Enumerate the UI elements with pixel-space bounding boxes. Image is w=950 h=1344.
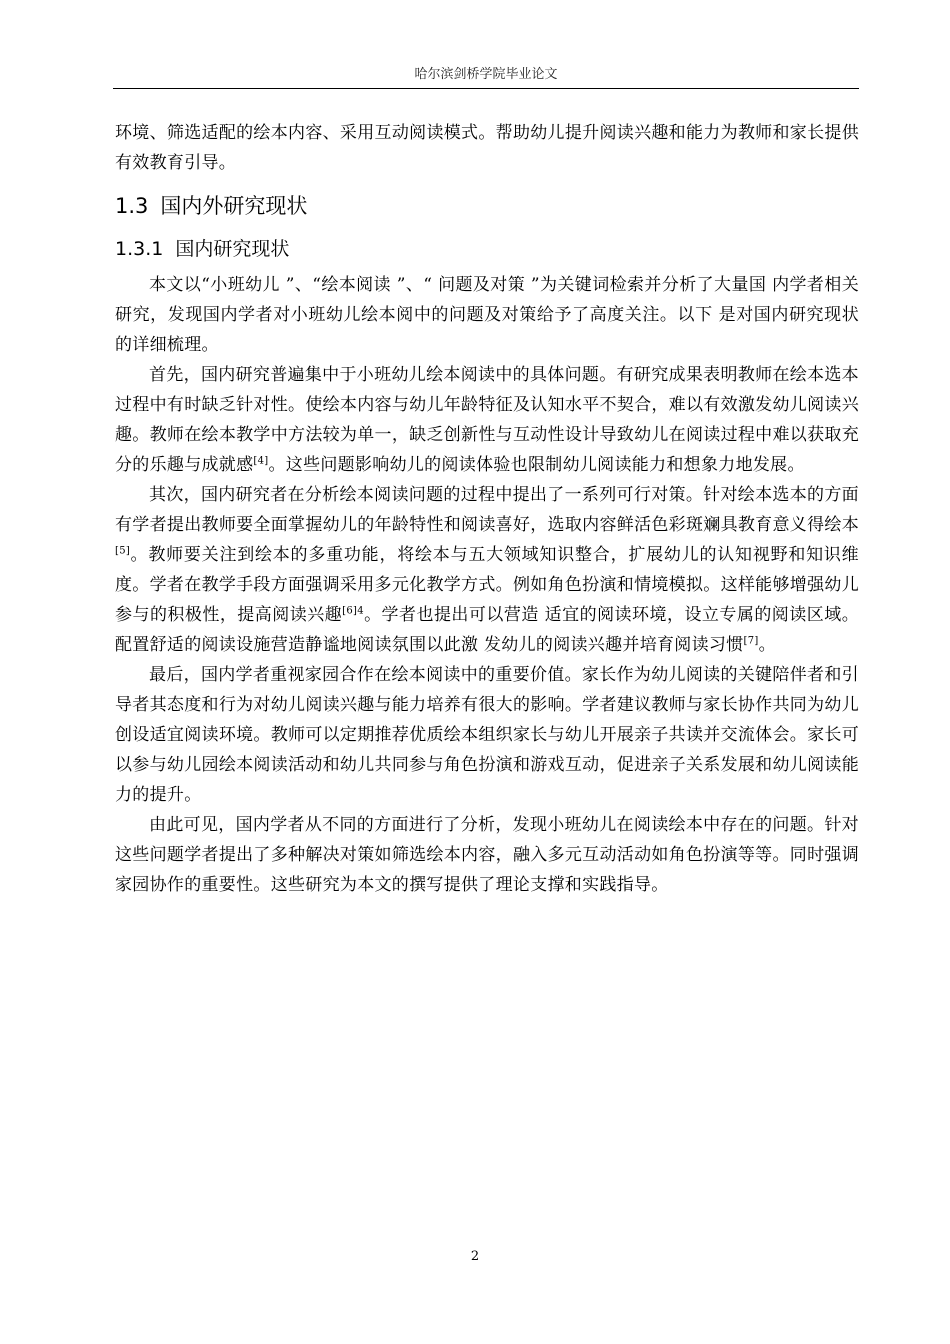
section-number: 1.3 [115, 194, 149, 218]
page-body [115, 118, 859, 900]
page-header [113, 62, 859, 89]
intro-paragraph: 环境、筛选适配的绘本内容、采用互动阅读模式。帮助幼儿提升阅读兴趣和能力为教师和家长提供有效教育引导。 [115, 123, 859, 173]
section-heading [115, 188, 859, 224]
paragraph-1: 本文以“小班幼儿 ”、“绘本阅读 ”、“ 问题及对策 ”为关键词检索并分析了大量国 内学者相关研究，发现国内学者对小班幼儿绘本阅中的问题及对策给予了高度关注。以下 是对国内研究现状的详细梳理。 [115, 275, 859, 355]
subsection-title: 国内研究现状 [175, 238, 290, 260]
paragraph-5: 由此可见，国内学者从不同的方面进行了分析，发现小班幼儿在阅读绘本中存在的问题。针对这些问题学者提出了多种解决对策如筛选绘本内容，融入多元互动活动如角色扮演等等。同时强调家园协作的重要性。这些研究为本文的撰写提供了理论支撑和实践指导。 [115, 815, 859, 895]
paragraph-3-text-b: 。教师要关注到绘本的多重功能，将绘本与五大领域知识整合，扩展幼儿的认知视野和知识维度。学者在教学手段方面强调采用多元化教学方式。例如角色扮演和情境模拟。这样能够增强幼儿参与的积极性，提高阅读兴趣 [115, 545, 859, 625]
header-title: 哈尔滨剑桥学院毕业论文 [414, 67, 558, 82]
citation-ref: [5] [115, 545, 131, 557]
page-footer [0, 1249, 950, 1264]
citation-ref: [4] [253, 455, 269, 467]
paragraph-2-text-a: 首先，国内研究普遍集中于小班幼儿绘本阅读中的具体问题。有研究成果表明教师在绘本选本过程中有时缺乏针对性。使绘本内容与幼儿年龄特征及认知水平不契合，难以有效激发幼儿阅读兴趣。教师在绘本教学中方法较为单一，缺乏创新性与互动性设计导致幼儿在阅读过程中难以获取充分的乐趣与成就感 [115, 365, 859, 475]
citation-ref: [7] [743, 635, 759, 647]
citation-ref: [6]4 [342, 605, 364, 617]
paragraph-3-text-d: 。 [758, 635, 776, 655]
subsection-heading [115, 232, 859, 266]
paragraph-2 [115, 360, 859, 480]
subsection-number: 1.3.1 [115, 238, 164, 260]
paragraph-3 [115, 480, 859, 660]
paragraph-3-text-a: 其次，国内研究者在分析绘本阅读问题的过程中提出了一系列可行对策。针对绘本选本的方面有学者提出教师要全面掌握幼儿的年龄特性和阅读喜好，选取内容鲜活色彩斑斓具教育意义得绘本 [115, 485, 859, 535]
paragraph-4: 最后，国内学者重视家园合作在绘本阅读中的重要价值。家长作为幼儿阅读的关键陪伴者和引导者其态度和行为对幼儿阅读兴趣与能力培养有很大的影响。学者建议教师与家长协作共同为幼儿创设适宜阅读环境。教师可以定期推荐优质绘本组织家长与幼儿开展亲子共读并交流体会。家长可以参与幼儿园绘本阅读活动和幼儿共同参与角色扮演和游戏互动，促进亲子关系发展和幼儿阅读能力的提升。 [115, 665, 859, 805]
page-number: 2 [470, 1249, 480, 1264]
paragraph-3-text-c: 。学者也提出可以营造 适宜的阅读环境，设立专属的阅读区域。配置舒适的阅读设施营造静谧地阅读氛围以此激 发幼儿的阅读兴趣并培育阅读习惯 [115, 605, 859, 655]
section-title: 国内外研究现状 [160, 194, 308, 218]
paragraph-2-text-b: 。这些问题影响幼儿的阅读体验也限制幼儿阅读能力和想象力地发展。 [268, 455, 805, 475]
